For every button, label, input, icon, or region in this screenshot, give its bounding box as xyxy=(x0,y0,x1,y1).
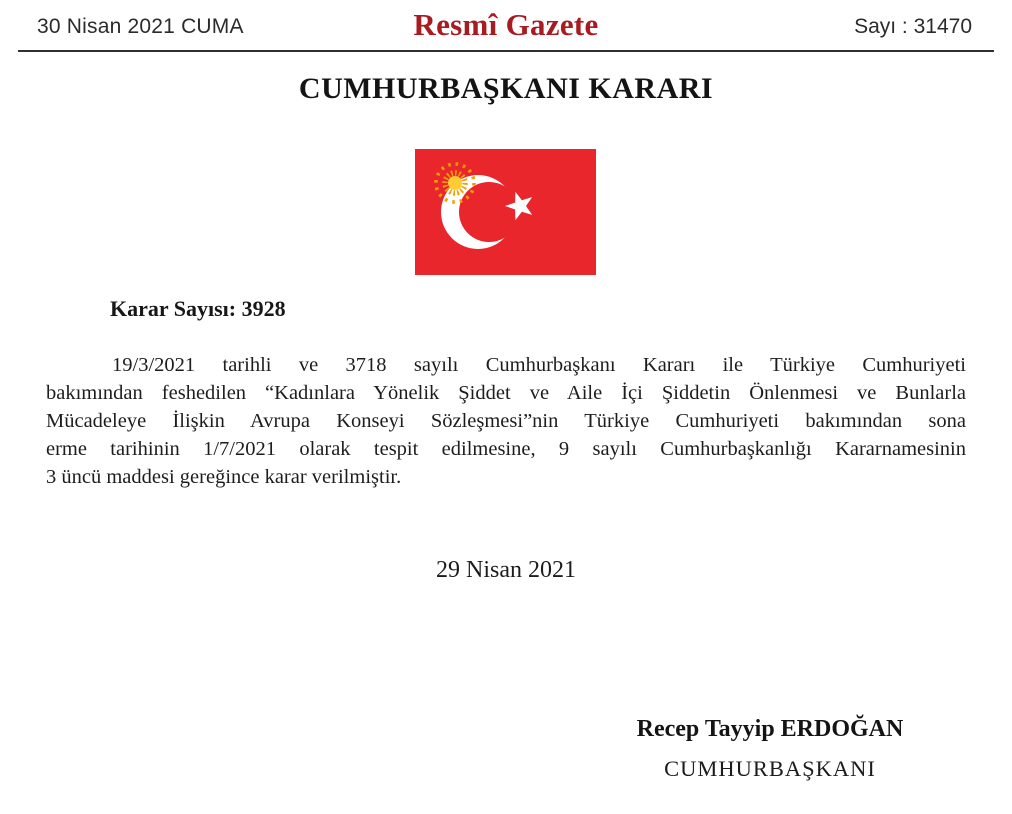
turkish-flag-image xyxy=(415,149,596,275)
sun-core xyxy=(448,176,462,190)
turkish-flag xyxy=(415,149,596,275)
gazette-masthead: Resmî Gazete xyxy=(413,7,599,42)
gazette-date: 30 Nisan 2021 CUMA xyxy=(37,15,244,38)
decision-number: Karar Sayısı: 3928 xyxy=(110,296,286,321)
body-line: 3 üncü maddesi gereğince karar verilmiştir. xyxy=(46,466,402,488)
signature-name: Recep Tayyip ERDOĞAN xyxy=(636,716,904,742)
body-line: bakımından feshedilen “Kadınlara Yönelik Şiddet ve Aile İçi Şiddetin Önlenmesi ve Bunlarla xyxy=(46,382,966,404)
header-divider xyxy=(18,50,994,52)
body-line: erme tarihinin 1/7/2021 olarak tespit edilmesine, 9 sayılı Cumhurbaşkanlığı Kararnamesinin xyxy=(46,438,966,460)
decision-date: 29 Nisan 2021 xyxy=(436,557,576,583)
body-line: Mücadeleye İlişkin Avrupa Konseyi Sözleşmesi”nin Türkiye Cumhuriyeti bakımından sona xyxy=(46,410,966,432)
body-line: 19/3/2021 tarihli ve 3718 sayılı Cumhurbaşkanı Kararı ile Türkiye Cumhuriyeti xyxy=(112,354,966,376)
decree-title: CUMHURBAŞKANI KARARI xyxy=(298,72,714,105)
signature-block xyxy=(560,716,980,782)
signature-title: CUMHURBAŞKANI xyxy=(664,756,876,781)
crescent-cutout xyxy=(459,182,519,242)
gazette-issue-number: Sayı : 31470 xyxy=(854,15,972,38)
decree-body xyxy=(46,351,966,491)
